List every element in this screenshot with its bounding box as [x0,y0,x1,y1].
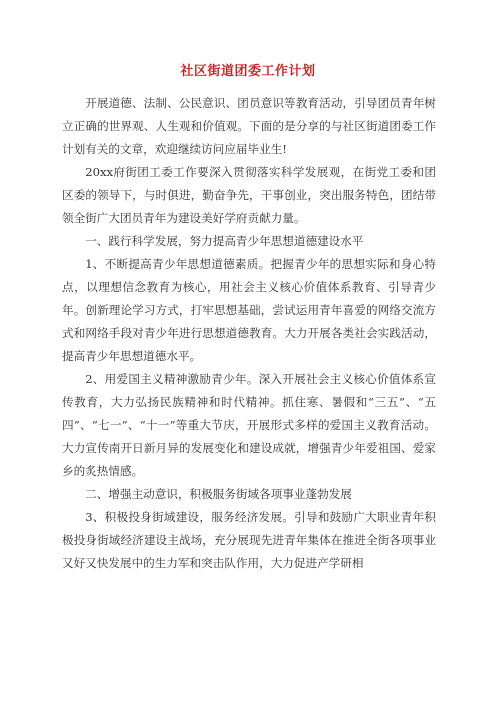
item-paragraph-2: 2、用爱国主义精神激励青少年。深入开展社会主义核心价值体系宣传教育，大力弘扬民族精神和时代精神。抓住寒、暑假和“三五”、“五四”、“七一”、“十一”等重大节庆，开展形式多样的爱国主义教育活动。大力宣传南开日新月异的发展变化和建设成就，增强青少年爱祖国、爱家乡的炙热情感。 [62,372,436,478]
document-title: 社区街道团委工作计划 [180,64,316,79]
document-body [62,92,436,575]
intro-paragraph: 开展道德、法制、公民意识、团员意识等教育活动，引导团员青年树立正确的世界观、人生观和价值观。下面的是分享的与社区街道团委工作计划有关的文章，欢迎继续访问应届毕业生! [62,96,436,156]
section-heading-1: 一、践行科学发展，努力提高青少年思想道德建设水平 [85,234,364,248]
item-paragraph-3: 3、积极投身街域建设，服务经济发展。引导和鼓励广大职业青年积极投身街域经济建设主战场，充分展现先进青年集体在推进全街各项事业又好又快发展中的生力军和突击队作用，大力促进产学研相 [62,510,436,570]
overview-paragraph: 20xx府街团工委工作要深入贯彻落实科学发展观，在街党工委和团区委的领导下，与时俱进，勤奋争先，干事创业，突出服务特色，团结带领全街广大团员青年为建设美好学府贡献力量。 [62,165,436,225]
section-heading-2: 二、增强主动意识，积极服务街域各项事业蓬勃发展 [85,487,352,501]
item-paragraph-1: 1、不断提高青少年思想道德素质。把握青少年的思想实际和身心特点，以理想信念教育为核心，用社会主义核心价值体系教育、引导青少年。创新理论学习方式，打牢思想基础，尝试运用青年喜爱的网络交流方式和网络手段对青少年进行思想道德教育。大力开展各类社会实践活动，提高青少年思想道德水平。 [62,257,436,363]
